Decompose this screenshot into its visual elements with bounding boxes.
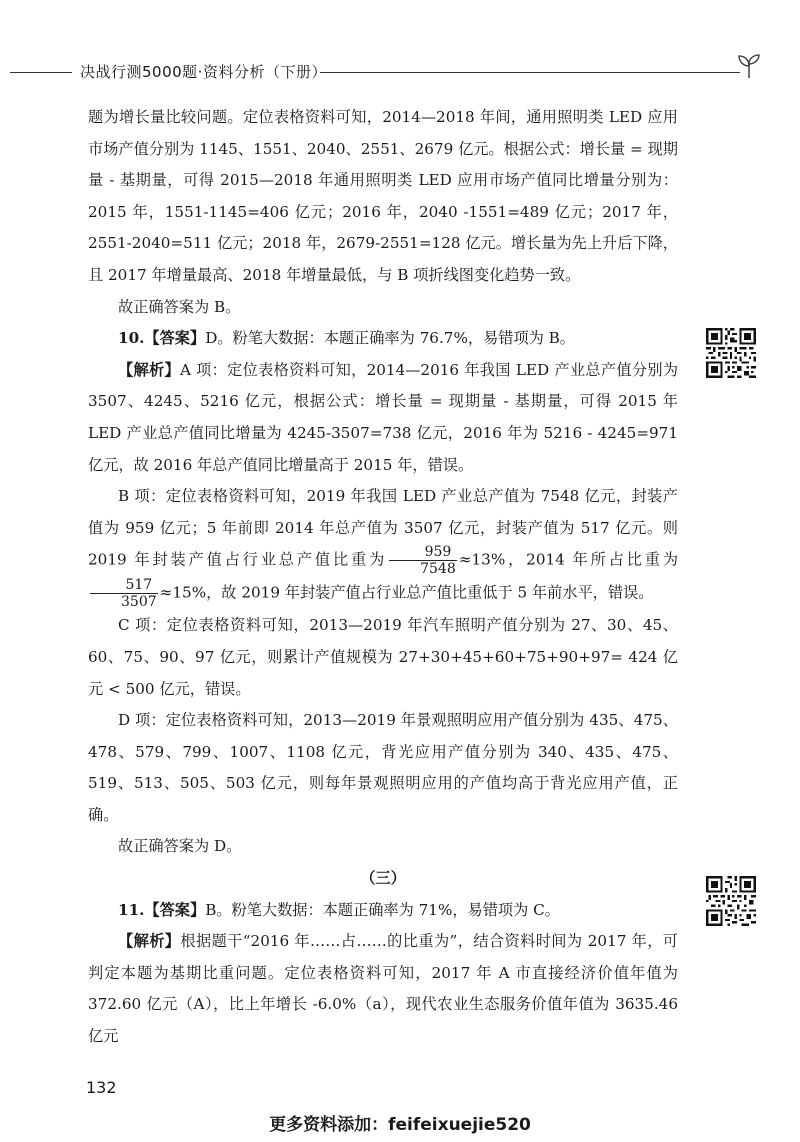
analysis-b — [88, 481, 678, 610]
fraction-959-7548 — [389, 544, 457, 577]
fraction-517-3507 — [90, 577, 158, 610]
section-heading: （三） — [360, 869, 406, 888]
analysis-c: C 项：定位表格资料可知，2013—2019 年汽车照明产值分别为 27、30、45、60、75、90、97 亿元，则累计产值规模为 27+30+45+60+75+90+97= 424 亿元 < 500 亿元，错误。 — [88, 616, 678, 698]
page-body — [88, 102, 678, 1053]
qr-code-icon[interactable] — [706, 328, 756, 378]
analysis-a — [88, 355, 678, 481]
page-number: 132 — [86, 1078, 117, 1097]
header-rule-right — [320, 72, 740, 73]
fraction-numerator: 517 — [90, 577, 158, 594]
answer-label: 11.【答案】 — [118, 900, 206, 919]
sprout-icon — [734, 50, 764, 80]
analysis-label: 【解析】 — [118, 360, 180, 379]
header-rule-left — [10, 72, 72, 73]
fraction-denominator: 7548 — [420, 561, 456, 578]
book-title: 决战行测5000题·资料分析（下册） — [80, 63, 327, 81]
qr-code-icon[interactable] — [706, 876, 756, 926]
page-header — [0, 58, 800, 88]
analysis-11-text: 根据题干“2016 年……占……的比重为”，结合资料时间为 2017 年，可判定本题为基期比重问题。定位表格资料可知，2017 年 A 市直接经济价值年值为 372.60 亿元（A），比上年增长 -6.0%（a），现代农业生态服务价值年值为 3635.46 亿元 — [88, 932, 678, 1046]
answer-text: B。粉笔大数据：本题正确率为 71%，易错项为 C。 — [205, 900, 560, 919]
analysis-a-text: A 项：定位表格资料可知，2014—2016 年我国 LED 产业总产值分别为 3507、4245、5216 亿元，根据公式：增长量 = 现期量 - 基期量，可得 2015 年 LED 产业总产值同比增量为 4245-3507=738 亿元，2016 年为 5216 - 4245=971 亿元，故 2016 年总产值同比增量高于 2015 年，错误。 — [88, 360, 679, 474]
question-11-answer — [88, 895, 678, 927]
analysis-b-text-2: ≈13%，2014 年所占比重为 — [458, 550, 679, 569]
analysis-b-text-1: B 项：定位表格资料可知，2019 年我国 LED 产业总产值为 7548 亿元，封装产值为 959 亿元；5 年前即 2014 年总产值为 3507 亿元，封装产值为 517 亿元。则 2019 年封装产值占行业总产值比重为 — [88, 487, 678, 569]
answer-label: 10.【答案】 — [118, 329, 206, 348]
analysis-d: D 项：定位表格资料可知，2013—2019 年景观照明应用产值分别为 435、475、478、579、799、1007、1108 亿元，背光应用产值分别为 340、435、475、519、513、505、503 亿元，则每年景观照明应用的产值均高于背光应用产值，正确。 — [88, 711, 678, 824]
answer-text: D。粉笔大数据：本题正确率为 76.7%，易错项为 B。 — [205, 329, 575, 348]
analysis-11 — [88, 926, 678, 1052]
footer-contact: 更多资料添加：feifeixuejie520 — [269, 1115, 531, 1135]
answer-line-d: 故正确答案为 D。 — [118, 837, 242, 856]
paragraph: 题为增长量比较问题。定位表格资料可知，2014—2018 年间，通用照明类 LED 应用市场产值分别为 1145、1551、2040、2551、2679 亿元。根据公式：增长量 = 现期量 - 基期量，可得 2015—2018 年通用照明类 LED 应用市场产值同比增量分别为：2015 年，1551-1145=406 亿元；2016 年，2040 -1551=489 亿元；2017 年，2551-2040=511 亿元；2018 年，2679-2551=128 亿元。增长量为先上升后下降，且 2017 年增量最高、2018 年增量最低，与 B 项折线图变化趋势一致。 — [88, 108, 678, 284]
analysis-b-text-3: ≈15%，故 2019 年封装产值占行业总产值比重低于 5 年前水平，错误。 — [159, 583, 654, 602]
fraction-numerator: 959 — [389, 544, 457, 561]
answer-line: 故正确答案为 B。 — [118, 297, 241, 316]
fraction-denominator: 3507 — [121, 594, 157, 611]
question-10-answer — [88, 323, 678, 355]
analysis-label: 【解析】 — [118, 932, 181, 951]
